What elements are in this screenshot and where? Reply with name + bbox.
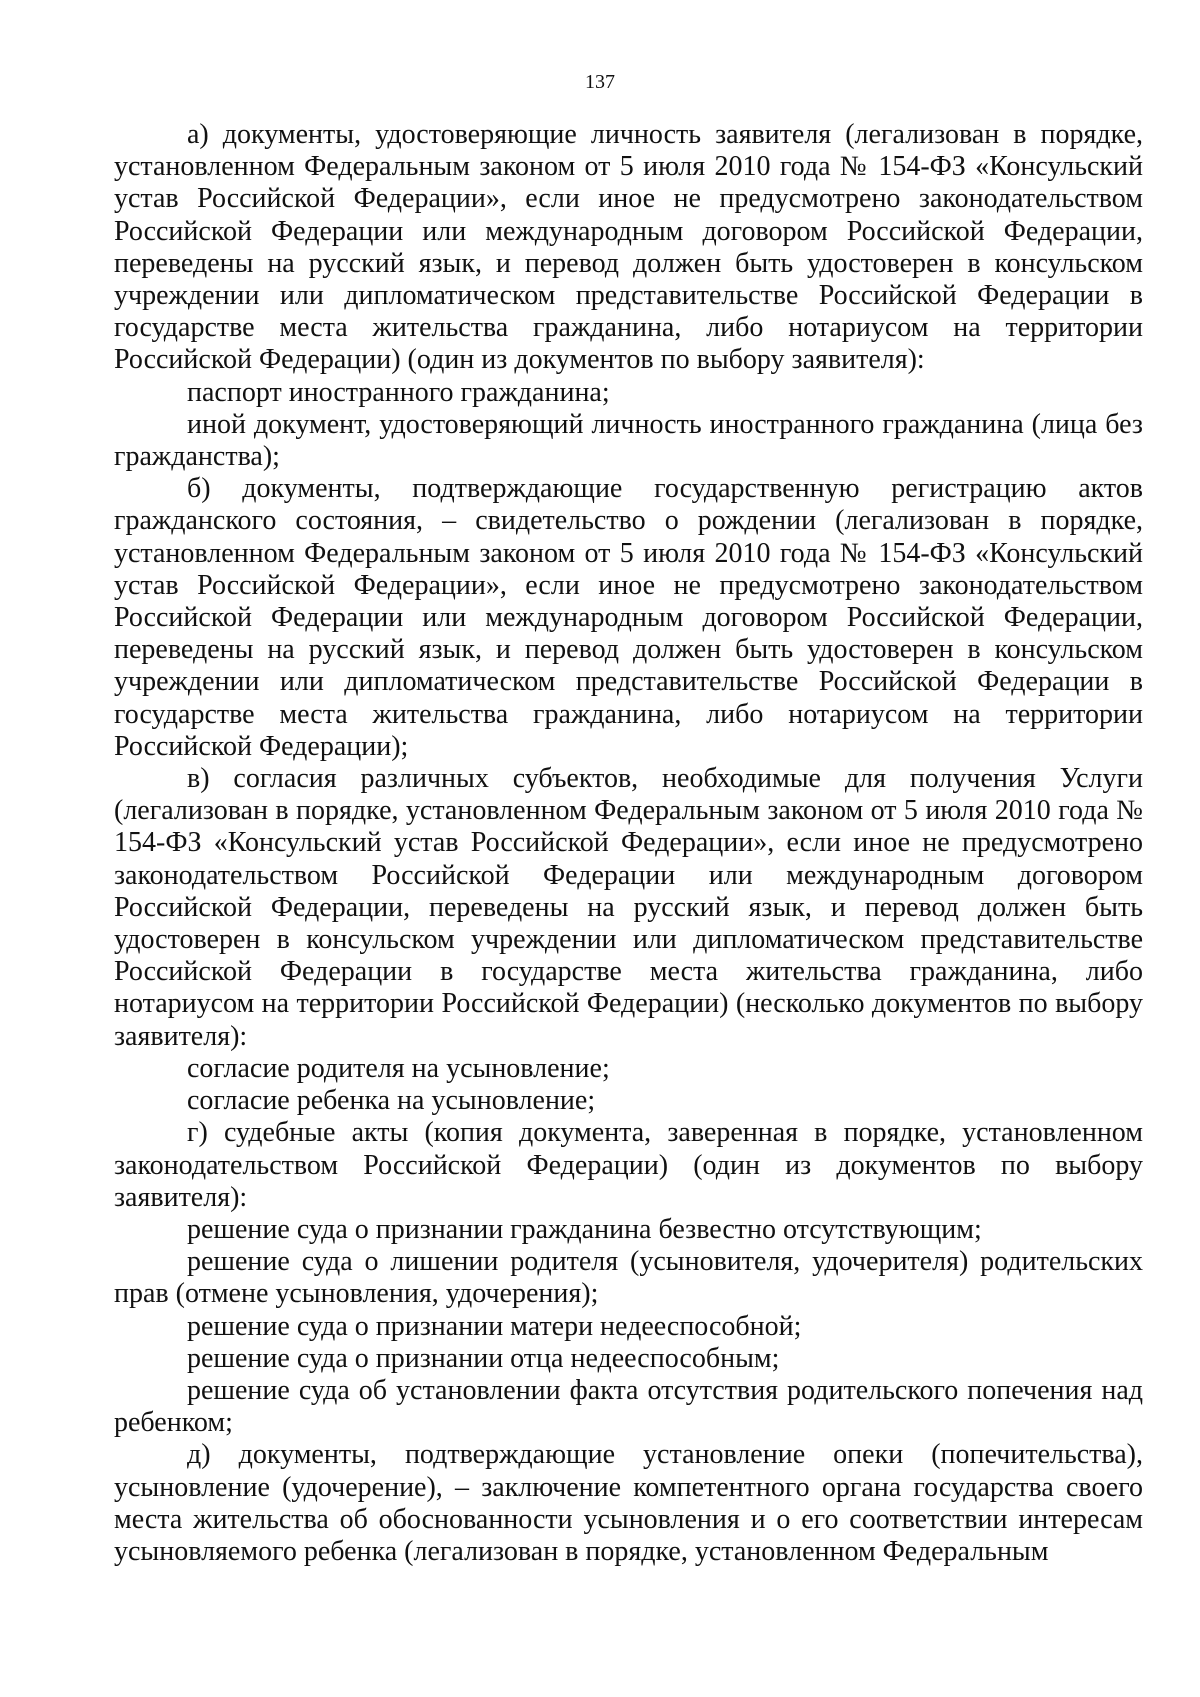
paragraph-passport: паспорт иностранного гражданина; bbox=[187, 376, 610, 408]
paragraph-court-deprivation: решение суда о лишении родителя (усыновителя, удочерителя) родительских прав (отмене усыновления, удочерения); bbox=[114, 1246, 1143, 1310]
paragraph-g: г) судебные акты (копия документа, заверенная в порядке, установленном законодательством Российской Федерации) (один из документов по выбору заявителя): bbox=[114, 1117, 1143, 1213]
paragraph-a: а) документы, удостоверяющие личность заявителя (легализован в порядке, установленном Федеральным законом от 5 июля 2010 года № 154-ФЗ «Консульский устав Российской Федерации», если иное не предусмотрено законодательством Российской Федерации или международным договором Российской Федерации, переведены на русский язык, и перевод должен быть удостоверен в консульском учреждении или дипломатическом представительстве Российской Федерации в государстве места жительства гражданина, либо нотариусом на территории Российской Федерации) (один из документов по выбору заявителя): bbox=[114, 119, 1143, 376]
paragraph-other-id: иной документ, удостоверяющий личность иностранного гражданина (лица без гражданства); bbox=[114, 408, 1143, 473]
paragraph-v: в) согласия различных субъектов, необходимые для получения Услуги (легализован в порядке, установленном Федеральным законом от 5 июля 2010 года № 154-ФЗ «Консульский устав Российской Федерации», если иное не предусмотрено законодательством Российской Федерации или международным договором Российской Федерации, переведены на русский язык, и перевод должен быть удостоверен в консульском учреждении или дипломатическом представительстве Российской Федерации в государстве места жительства гражданина, либо нотариусом на территории Российской Федерации) (несколько документов по выбору заявителя): bbox=[114, 763, 1143, 1052]
paragraph-court-missing: решение суда о признании гражданина безвестно отсутствующим; bbox=[187, 1213, 982, 1245]
paragraph-d: д) документы, подтверждающие установление опеки (попечительства), усыновление (удочерение), – заключение компетентного органа государства своего места жительства об обоснованности усыновления и о его соответствии интересам усыновляемого ребенка (легализован в порядке, установленном Федеральным bbox=[114, 1439, 1143, 1567]
paragraph-child-consent: согласие ребенка на усыновление; bbox=[187, 1085, 596, 1117]
paragraph-court-no-care: решение суда об установлении факта отсутствия родительского попечения над ребенком; bbox=[114, 1374, 1143, 1439]
document-body bbox=[114, 119, 1143, 1568]
page-number: 137 bbox=[585, 71, 615, 93]
paragraph-b: б) документы, подтверждающие государственную регистрацию актов гражданского состояния, – свидетельство о рождении (легализован в порядке, установленном Федеральным законом от 5 июля 2010 года № 154-ФЗ «Консульский устав Российской Федерации», если иное не предусмотрено законодательством Российской Федерации или международным договором Российской Федерации, переведены на русский язык, и перевод должен быть удостоверен в консульском учреждении или дипломатическом представительстве Российской Федерации в государстве места жительства гражданина, либо нотариусом на территории Российской Федерации); bbox=[114, 473, 1143, 762]
paragraph-court-father-incapable: решение суда о признании отца недееспособным; bbox=[187, 1342, 780, 1374]
paragraph-court-mother-incapable: решение суда о признании матери недееспособной; bbox=[187, 1310, 802, 1342]
paragraph-parent-consent: согласие родителя на усыновление; bbox=[187, 1052, 610, 1084]
